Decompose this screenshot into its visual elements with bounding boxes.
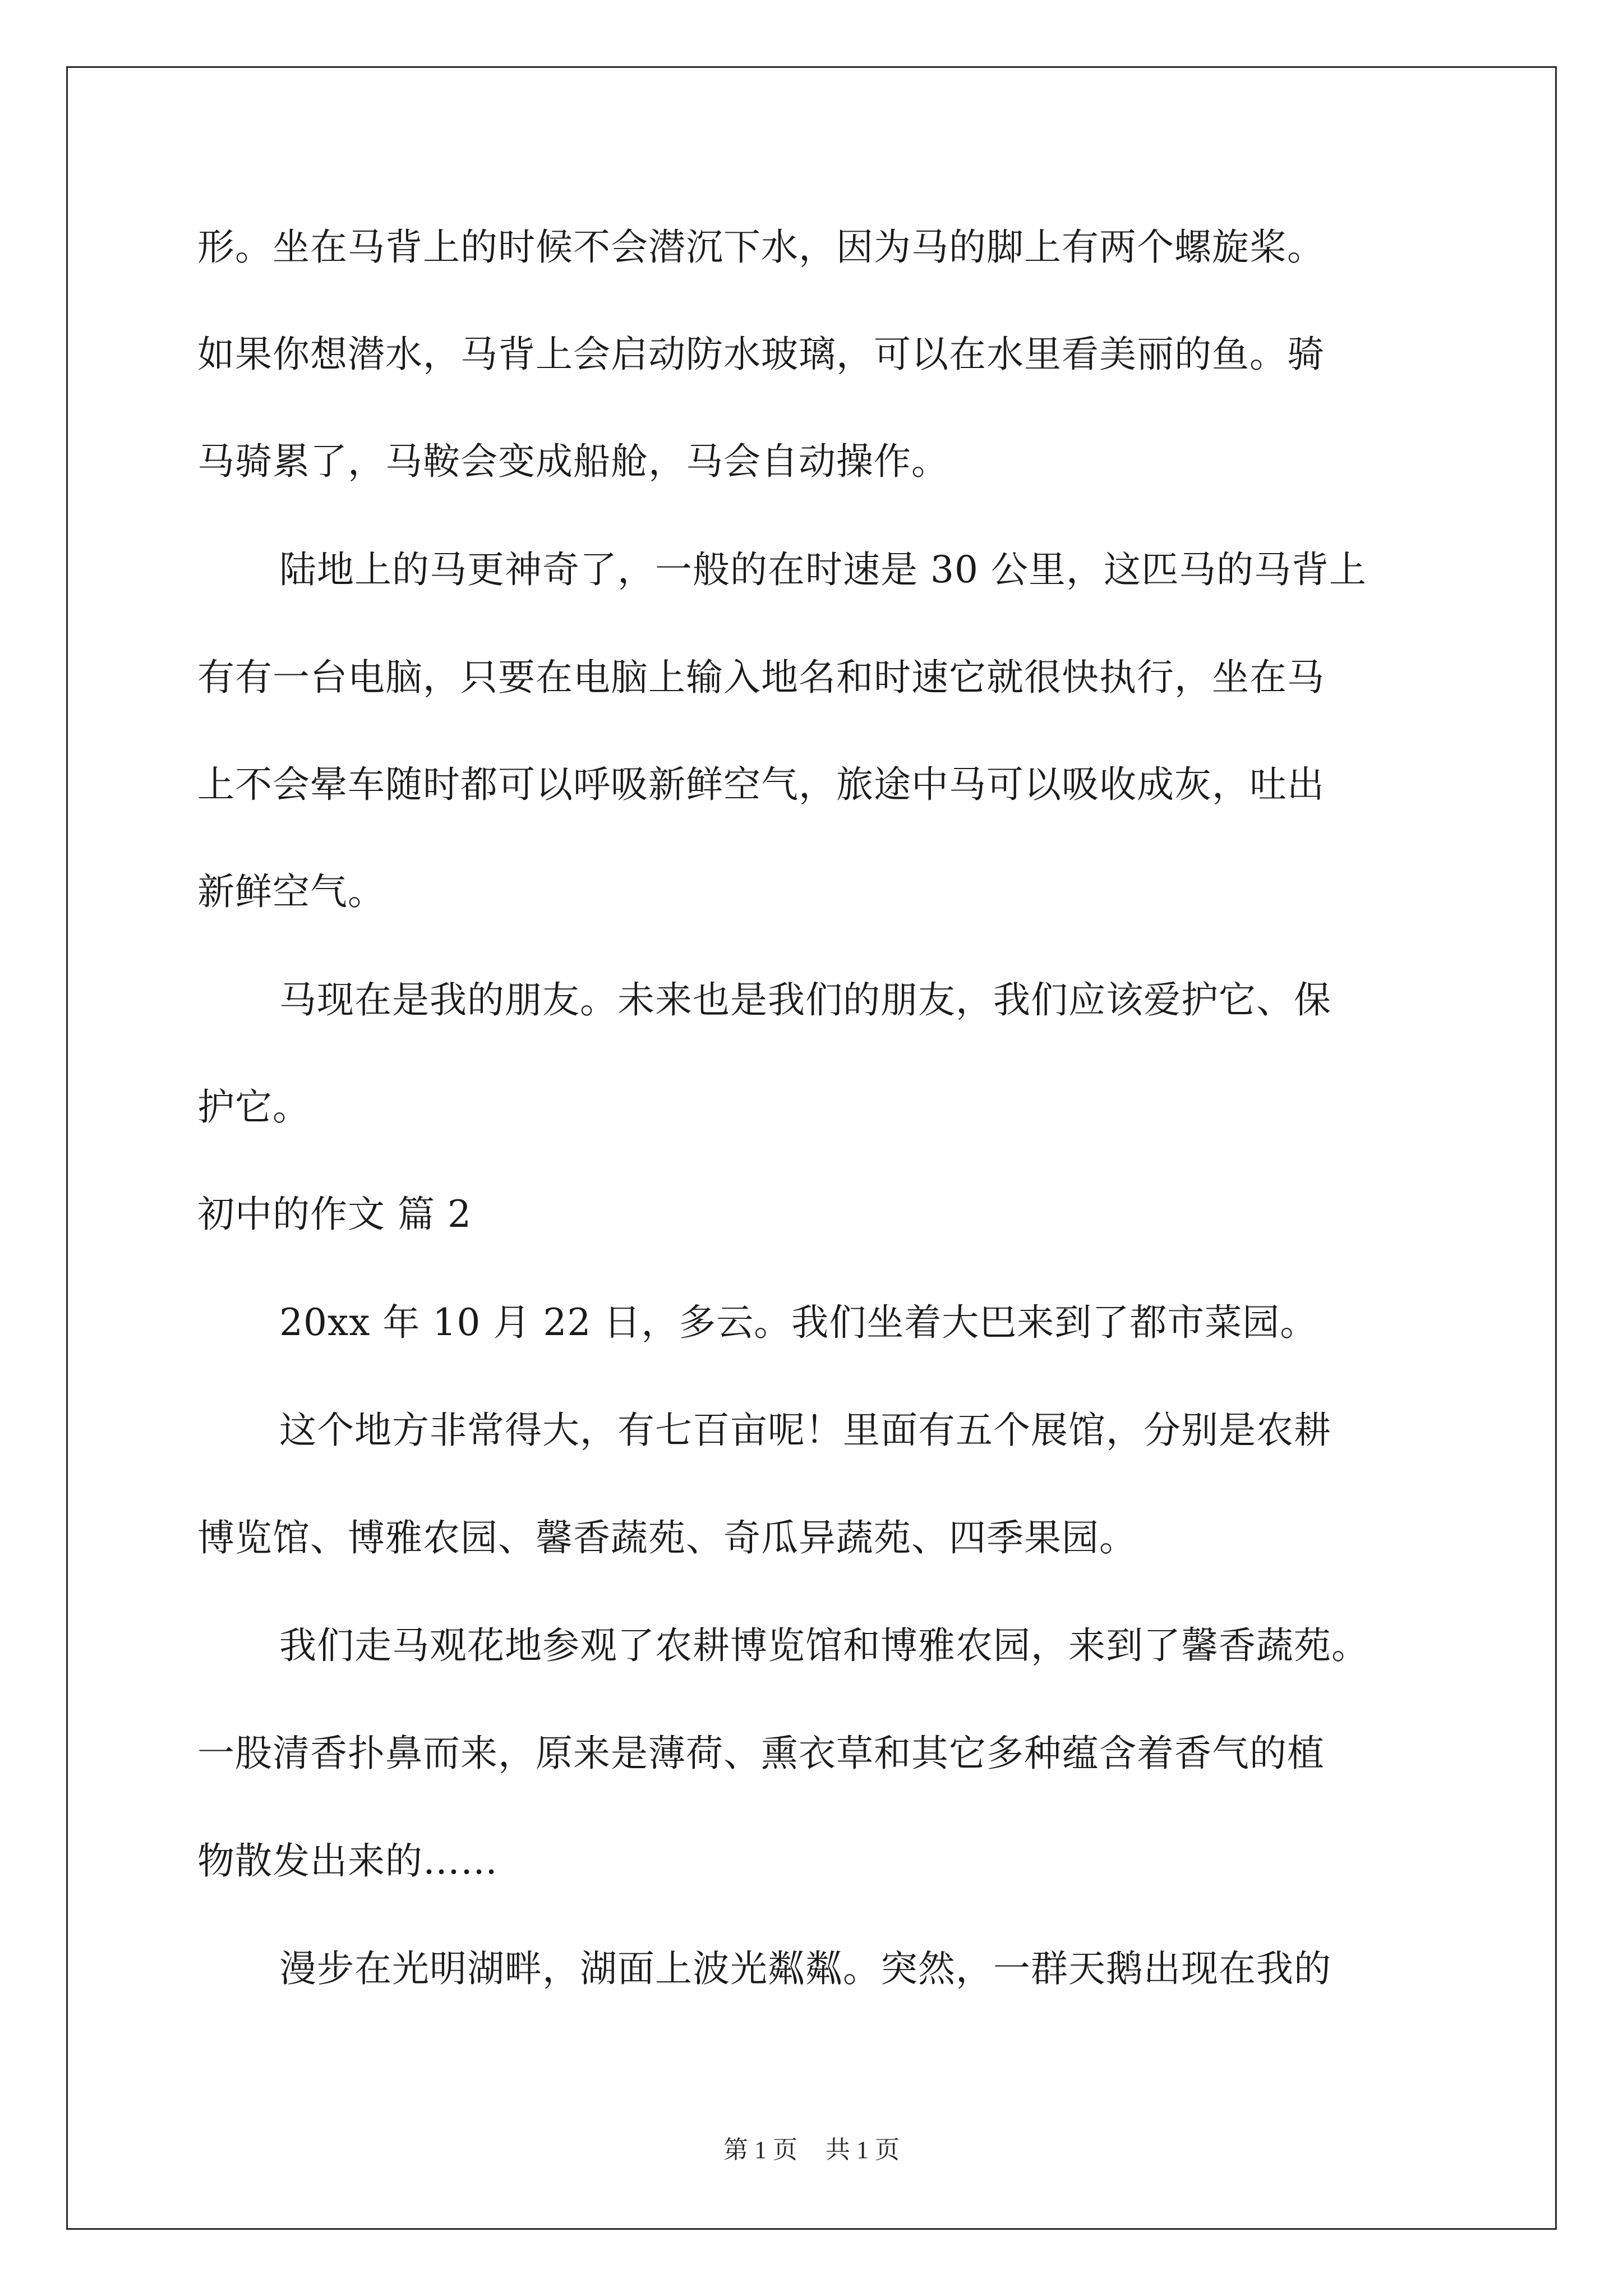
text-line: 上不会晕车随时都可以呼吸新鲜空气，旅途中马可以吸收成灰，吐出 bbox=[197, 763, 1325, 806]
paragraph-start-line: 马现在是我的朋友。未来也是我们的朋友，我们应该爱护它、保 bbox=[279, 978, 1331, 1022]
text-line: 博览馆、博雅农园、馨香蔬苑、奇瓜异蔬苑、四季果园。 bbox=[197, 1516, 1137, 1559]
text-line: 新鲜空气。 bbox=[197, 870, 385, 913]
page-border bbox=[66, 66, 1557, 2230]
paragraph-start-line: 这个地方非常得大，有七百亩呢！里面有五个展馆，分别是农耕 bbox=[279, 1409, 1331, 1452]
text-line: 马骑累了，马鞍会变成船舱，马会自动操作。 bbox=[197, 440, 949, 483]
text-line: 物散发出来的…… bbox=[197, 1839, 498, 1883]
text-line: 如果你想潜水，马背上会启动防水玻璃，可以在水里看美丽的鱼。骑 bbox=[197, 333, 1325, 376]
section-heading: 初中的作文 篇 2 bbox=[197, 1193, 472, 1236]
paragraph-start-line: 漫步在光明湖畔，湖面上波光粼粼。突然，一群天鹅出现在我的 bbox=[279, 1947, 1331, 1990]
paragraph-start-line: 我们走马观花地参观了农耕博览馆和博雅农园，来到了馨香蔬苑。 bbox=[279, 1624, 1369, 1667]
page-total: 共 1 页 bbox=[826, 2136, 900, 2164]
paragraph-start-line: 陆地上的马更神奇了，一般的在时速是 30 公里，这匹马的马背上 bbox=[279, 548, 1367, 591]
text-line: 一股清香扑鼻而来，原来是薄荷、熏衣草和其它多种蕴含着香气的植 bbox=[197, 1732, 1325, 1775]
page-number: 第 1 页 bbox=[723, 2136, 797, 2164]
text-line: 形。坐在马背上的时候不会潜沉下水，因为马的脚上有两个螺旋桨。 bbox=[197, 226, 1325, 269]
text-line: 护它。 bbox=[197, 1085, 310, 1129]
page-footer bbox=[0, 2134, 1623, 2166]
text-line: 有有一台电脑，只要在电脑上输入地名和时速它就很快执行，坐在马 bbox=[197, 656, 1325, 699]
paragraph-start-line: 20xx 年 10 月 22 日，多云。我们坐着大巴来到了都市菜园。 bbox=[279, 1301, 1318, 1344]
